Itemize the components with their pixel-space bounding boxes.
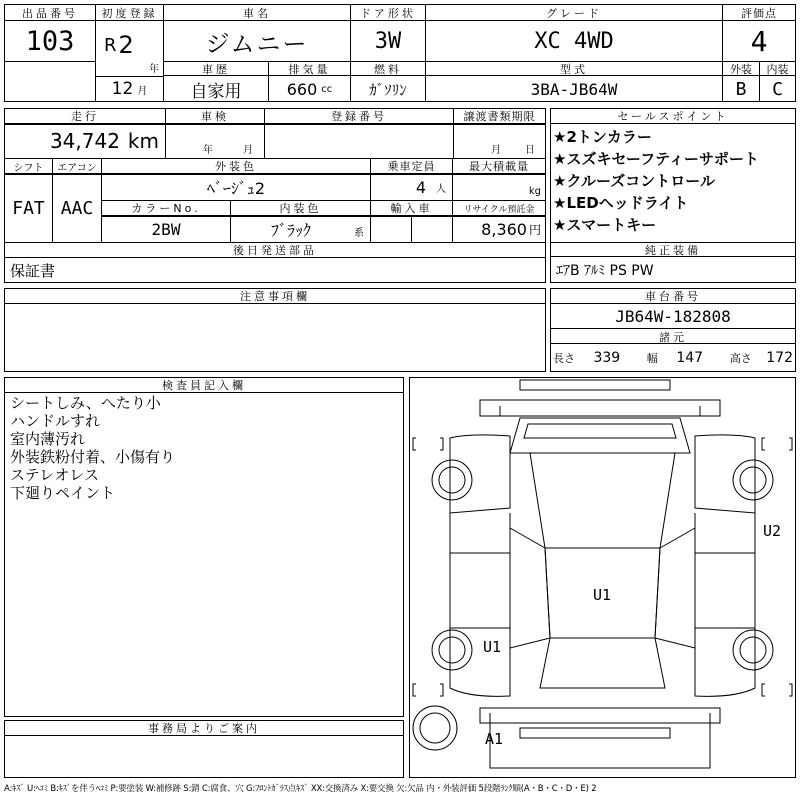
score-value: 4 <box>750 24 768 58</box>
exterior-color-label: 外装色 <box>102 159 370 174</box>
model-value: 3BA-JB64W <box>530 79 618 99</box>
inspector-line: 下廻りペイント <box>10 484 116 502</box>
interior-color-value: ﾌﾞﾗｯｸ <box>270 220 311 240</box>
exterior-grade-label: 外装 <box>723 62 759 76</box>
lot-label: 出品番号 <box>5 5 95 21</box>
capacity-label: 乗車定員 <box>371 159 452 174</box>
equipment-label: 純正装備 <box>551 243 795 257</box>
era-year: 2 <box>118 31 134 59</box>
color-no-label: カラーNo. <box>102 201 230 216</box>
max-load-label: 最大積載量 <box>453 159 545 174</box>
mark-u1-left: U1 <box>482 638 502 656</box>
inspection-label: 車検 <box>166 109 264 124</box>
transfer-deadline-label: 譲渡書類期限 <box>454 109 545 124</box>
capacity-value: 4 人 <box>415 177 446 197</box>
transfer-day-unit: 日 <box>525 144 535 155</box>
sales-point-item: ★クルーズコントロール <box>553 172 715 190</box>
first-reg-month: 12 月 <box>111 79 148 99</box>
history-label: 車歴 <box>164 62 268 76</box>
notes-label: 注意事項欄 <box>5 289 545 304</box>
first-reg-era <box>104 28 144 62</box>
exterior-color-value: ﾍﾞｰｼﾞｭ2 <box>206 178 266 198</box>
chassis-value: JB64W-182808 <box>551 305 795 329</box>
aircon-label: エアコン <box>53 159 101 174</box>
interior-color-unit: 系 <box>354 227 364 238</box>
later-parts-value: 保証書 <box>10 261 56 280</box>
sales-point-item: ★スマートキー <box>553 216 657 234</box>
sales-points-list <box>553 126 795 236</box>
recycle-value: 8,360 円 <box>481 219 541 239</box>
first-reg-label: 初度登録 <box>96 5 163 21</box>
dims-values: 長さ 339 幅 147 高さ 172 <box>553 350 793 366</box>
dims-label: 諸元 <box>551 330 795 344</box>
color-no-value: 2BW <box>151 219 181 239</box>
inspection-month-unit: 月 <box>243 144 253 155</box>
shift-label: シフト <box>5 159 52 174</box>
door-label: ドア形状 <box>351 5 425 21</box>
mark-a1: A1 <box>484 730 504 748</box>
equipment-value: ｴｱB ｱﾙﾐ PS PW <box>556 263 654 279</box>
grade-value: XC 4WD <box>534 28 614 54</box>
inspector-line: ステレオレス <box>10 466 99 484</box>
interior-grade-value: C <box>772 78 783 100</box>
sales-point-item: ★スズキセーフティーサポート <box>553 150 759 168</box>
mileage-value: 34,742 km <box>49 129 159 153</box>
mileage-label: 走行 <box>5 109 165 124</box>
sales-points-label: セールスポイント <box>551 109 795 124</box>
mark-u1-center: U1 <box>592 586 612 604</box>
era-letter: R <box>104 34 117 56</box>
interior-color-label: 内装色 <box>231 201 370 216</box>
grade-label: グレード <box>426 5 722 21</box>
sales-point-item: ★2トンカラー <box>553 128 652 146</box>
max-load-unit: kg <box>528 185 541 197</box>
inspection-year-unit: 年 <box>203 144 213 155</box>
year-unit: 年 <box>149 63 159 74</box>
inspector-line: シートしみ、へたり小 <box>10 394 161 412</box>
inspector-line: 室内薄汚れ <box>10 430 86 448</box>
interior-grade-label: 内装 <box>760 62 795 76</box>
mark-u2: U2 <box>762 522 782 540</box>
plate-label: 登録番号 <box>265 109 453 124</box>
office-label: 事務局よりご案内 <box>5 721 403 736</box>
recycle-label: リサイクル預託金 <box>453 201 545 216</box>
exterior-grade-value: B <box>735 78 747 100</box>
car-name: ジムニー <box>205 29 309 58</box>
fuel-value: ｶﾞｿﾘﾝ <box>369 80 407 99</box>
aircon-value: AAC <box>60 197 94 219</box>
history-value: 自家用 <box>190 81 242 101</box>
chassis-label: 車台番号 <box>551 289 795 304</box>
model-label: 型式 <box>426 62 722 76</box>
car-diagram-svg <box>410 378 795 777</box>
sales-point-item: ★LEDヘッドライト <box>553 194 689 212</box>
import-label: 輸入車 <box>371 201 452 216</box>
score-label: 評価点 <box>723 5 795 21</box>
transfer-month-unit: 月 <box>491 144 501 155</box>
fuel-label: 燃料 <box>351 62 425 76</box>
shift-value: FAT <box>12 197 45 219</box>
displacement-label: 排気量 <box>269 62 350 76</box>
inspector-line: 外装鉄粉付着、小傷有り <box>10 448 176 466</box>
legend: A:ｷｽﾞ U:ﾍｺﾐ B:ｷｽﾞを伴うﾍｺﾐ P:要塗装 W:補修跡 S:錆 C:腐食、穴 G:ﾌﾛﾝﾄｶﾞﾗｽ点ｷｽﾞ XX:交換済み X:要交換 欠:欠品 内・外装評価 5段階ﾗﾝｸ順(A・B・C・D・E) 2 <box>4 784 597 794</box>
inspector-label: 検査員記入欄 <box>5 378 403 393</box>
inspector-notes <box>10 394 400 502</box>
later-parts-label: 後日発送部品 <box>5 243 545 257</box>
car-name-label: 車名 <box>164 5 350 21</box>
door-type: 3W <box>374 28 402 54</box>
displacement-value: 660 cc <box>286 79 333 99</box>
car-diagram <box>409 377 796 778</box>
inspector-line: ハンドルすれ <box>10 412 101 430</box>
lot-number: 103 <box>25 25 75 57</box>
